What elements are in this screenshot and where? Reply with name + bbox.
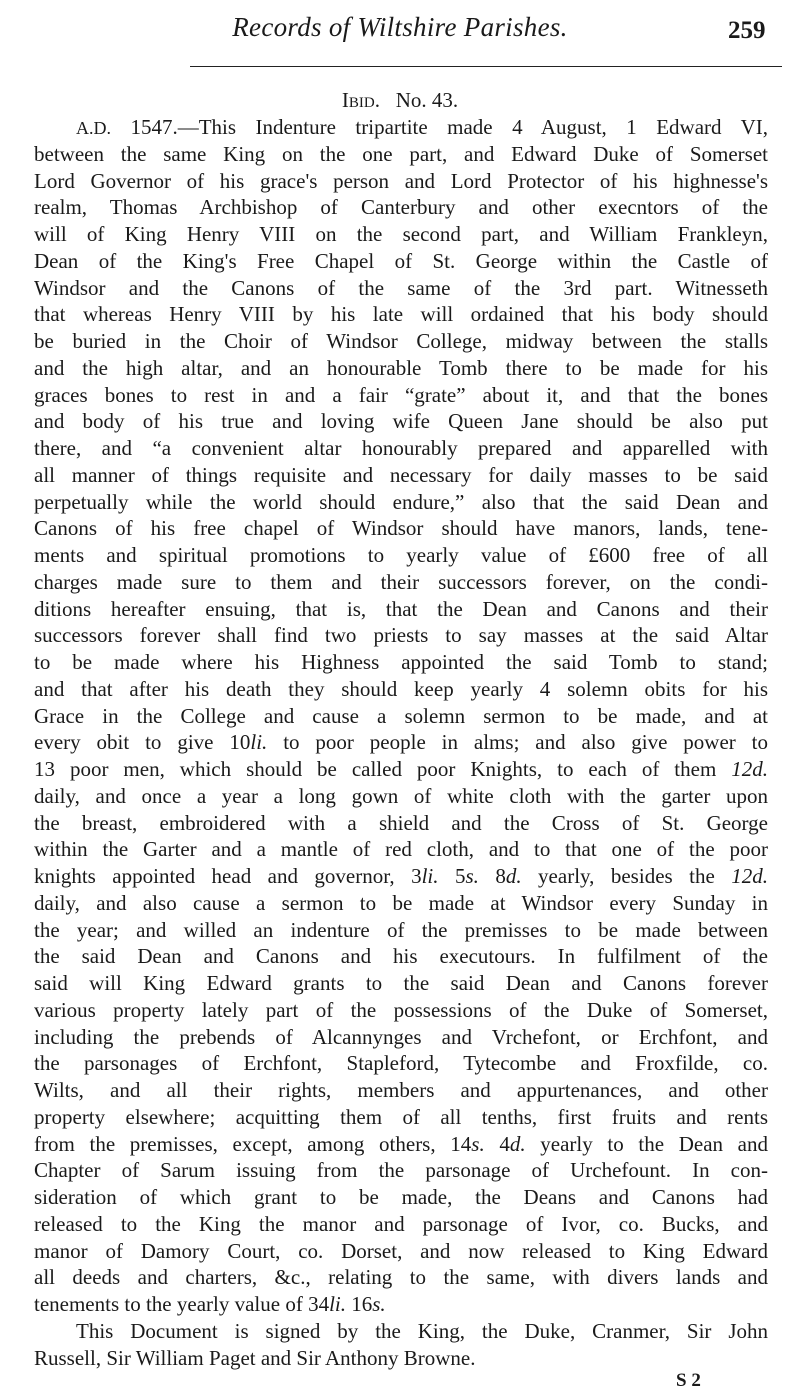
text-line: [34, 489, 768, 516]
text-line: [34, 1238, 768, 1265]
text-line: [34, 194, 768, 221]
text-segment: realm, Thomas Archbishop of Canterbury and other execntors of the: [34, 195, 768, 220]
text-segment: and body of his true and loving wife Queen Jane should be also put: [34, 409, 768, 434]
text-segment: graces bones to rest in and a fair “grate” about it, and that the bones: [34, 382, 768, 407]
italic-text: s.: [372, 1292, 386, 1316]
heading-number: No. 43.: [395, 88, 459, 112]
text-line: [34, 1264, 768, 1291]
text-line: [34, 1024, 768, 1051]
text-segment: successors forever shall find two priests to say masses at the said Altar: [34, 623, 768, 648]
text-segment: A.D.: [76, 118, 111, 138]
text-line: [34, 248, 768, 275]
text-segment: all manner of things requisite and necessary for daily masses to be said: [34, 462, 768, 487]
text-segment: property elsewhere; acquitting them of all tenths, first fruits and rents: [34, 1104, 768, 1129]
text-segment: there, and “a convenient altar honourably prepared and apparelled with: [34, 436, 768, 460]
text-segment: and the high altar, and an honourable Tomb there to be made for his: [34, 355, 768, 380]
text-segment: the parsonages of Erchfont, Stapleford, Tytecombe and Froxfilde, co.: [34, 1051, 768, 1076]
text-line: [34, 596, 768, 623]
page-number: 259: [728, 17, 766, 44]
text-segment: sideration of which grant to be made, the Deans and Canons had: [34, 1185, 768, 1209]
text-segment: 4: [484, 1131, 510, 1156]
text-segment: charges made sure to them and their successors forever, on the condi-: [34, 569, 768, 594]
text-segment: daily, and also cause a sermon to be made at Windsor every Sunday in: [34, 890, 768, 915]
italic-text: li.: [250, 730, 268, 755]
text-line: [34, 997, 768, 1024]
text-line: [34, 1050, 768, 1077]
text-segment: knights appointed head and governor, 3: [34, 864, 422, 888]
text-segment: that whereas Henry VIII by his late will ordained that his body should: [34, 302, 768, 327]
text-segment: to poor people in alms; and also give power to: [267, 730, 768, 755]
text-line: [34, 756, 768, 783]
text-segment: yearly, besides the: [521, 864, 732, 888]
text-line: [34, 569, 768, 596]
text-segment: including the prebends of Alcannynges and Vrchefont, or Erchfont, and: [34, 1024, 768, 1049]
text-line: [34, 301, 768, 328]
text-line: [34, 943, 768, 970]
text-segment: the breast, embroidered with a shield and the Cross of St. George: [34, 810, 768, 835]
text-line: [34, 515, 768, 542]
text-segment: Wilts, and all their rights, members and appurtenances, and other: [34, 1078, 768, 1102]
text-segment: various property lately part of the possessions of the Duke of Somerset,: [34, 997, 768, 1022]
text-line: [34, 622, 768, 649]
text-segment: This Document is signed by the King, the Duke, Cranmer, Sir John: [76, 1318, 768, 1343]
italic-text: d.: [505, 864, 522, 888]
text-line: [34, 970, 768, 997]
text-segment: 5: [438, 864, 466, 888]
text-line: [34, 141, 768, 168]
italic-text: li.: [329, 1292, 346, 1316]
text-line: [34, 408, 768, 435]
text-line: [34, 1131, 768, 1158]
text-line: [34, 328, 768, 355]
text-segment: daily, and once a year a long gown of white cloth with the garter upon: [34, 783, 768, 808]
header-rule: [190, 66, 782, 67]
text-line: [34, 168, 768, 195]
running-header-title: Records of Wiltshire Parishes.: [232, 12, 568, 42]
text-line: [34, 1077, 768, 1104]
paragraph: [34, 1318, 768, 1372]
text-line: [34, 355, 768, 382]
text-segment: 8: [478, 864, 506, 888]
document-heading: [0, 88, 800, 113]
text-line: [34, 917, 768, 944]
italic-text: 12d.: [731, 757, 768, 781]
text-segment: 16: [346, 1292, 373, 1316]
heading-ibid: Ibid.: [341, 88, 380, 112]
text-segment: will of King Henry VIII on the second part, and William Frankleyn,: [34, 222, 768, 246]
text-segment: and that after his death they should keep yearly 4 solemn obits for his: [34, 676, 768, 701]
text-line: [34, 114, 768, 141]
italic-text: d.: [509, 1131, 526, 1156]
text-line: [34, 1184, 768, 1211]
text-segment: released to the King the manor and parsonage of Ivor, co. Bucks, and: [34, 1211, 768, 1236]
text-segment: manor of Damory Court, co. Dorset, and now released to King Edward: [34, 1238, 768, 1263]
text-segment: yearly to the Dean and: [525, 1131, 768, 1156]
text-segment: said will King Edward grants to the said Dean and Canons forever: [34, 971, 768, 995]
text-line: [34, 382, 768, 409]
text-line: [34, 1291, 768, 1318]
text-segment: between the same King on the one part, and Edward Duke of Somerset: [34, 141, 768, 166]
text-line: [34, 836, 768, 863]
italic-text: s.: [465, 864, 479, 888]
text-segment: to be made where his Highness appointed the said Tomb to stand;: [34, 650, 768, 674]
text-segment: ditions hereafter ensuing, that is, that the Dean and Canons and their: [34, 596, 768, 621]
text-segment: Windsor and the Canons of the same of the 3rd part. Witnesseth: [34, 275, 768, 300]
text-line: [34, 649, 768, 676]
text-line: [34, 435, 768, 462]
text-line: [34, 462, 768, 489]
text-line: [34, 783, 768, 810]
text-line: [34, 729, 768, 756]
text-segment: from the premisses, except, among others, 14: [34, 1131, 472, 1156]
text-line: [34, 1104, 768, 1131]
text-segment: the said Dean and Canons and his executours. In fulfilment of the: [34, 944, 768, 969]
text-segment: every obit to give 10: [34, 730, 251, 755]
text-segment: the year; and willed an indenture of the premisses to be made between: [34, 917, 768, 942]
text-line: [34, 810, 768, 837]
text-segment: 1547.—This Indenture tripartite made 4 August, 1 Edward VI,: [111, 115, 768, 139]
italic-text: s.: [471, 1131, 485, 1156]
text-segment: all deeds and charters, &c., relating to the same, with divers lands and: [34, 1265, 768, 1290]
text-segment: Grace in the College and cause a solemn sermon to be made, and at: [34, 703, 768, 728]
text-line: [34, 1157, 768, 1184]
italic-text: li.: [421, 864, 439, 888]
signature-mark: S 2: [676, 1370, 701, 1391]
text-segment: ments and spiritual promotions to yearly value of £600 free of all: [34, 543, 768, 567]
text-line: [34, 1318, 768, 1345]
text-segment: Canons of his free chapel of Windsor should have manors, lands, tene-: [34, 516, 768, 541]
text-segment: be buried in the Choir of Windsor College, midway between the stalls: [34, 329, 768, 353]
italic-text: 12d.: [731, 864, 768, 888]
text-line: [34, 890, 768, 917]
text-segment: perpetually while the world should endure,” also that the said Dean and: [34, 489, 768, 514]
body-text: [34, 114, 768, 1371]
text-segment: Dean of the King's Free Chapel of St. George within the Castle of: [34, 248, 768, 273]
text-segment: Russell, Sir William Paget and Sir Anthony Browne.: [34, 1345, 476, 1370]
text-segment: Lord Governor of his grace's person and Lord Protector of his highnesse's: [34, 168, 768, 193]
text-line: [34, 542, 768, 569]
text-segment: Chapter of Sarum issuing from the parsonage of Urchefount. In con-: [34, 1158, 768, 1183]
text-line: [34, 703, 768, 730]
text-line: [34, 863, 768, 890]
text-line: [34, 676, 768, 703]
paragraph: [34, 114, 768, 1318]
text-segment: 13 poor men, which should be called poor Knights, to each of them: [34, 757, 732, 781]
text-line: [34, 275, 768, 302]
text-segment: within the Garter and a mantle of red cloth, and to that one of the poor: [34, 837, 768, 862]
text-line: [34, 221, 768, 248]
text-segment: tenements to the yearly value of 34: [34, 1292, 330, 1316]
text-line: [34, 1211, 768, 1238]
text-line: [34, 1345, 768, 1372]
